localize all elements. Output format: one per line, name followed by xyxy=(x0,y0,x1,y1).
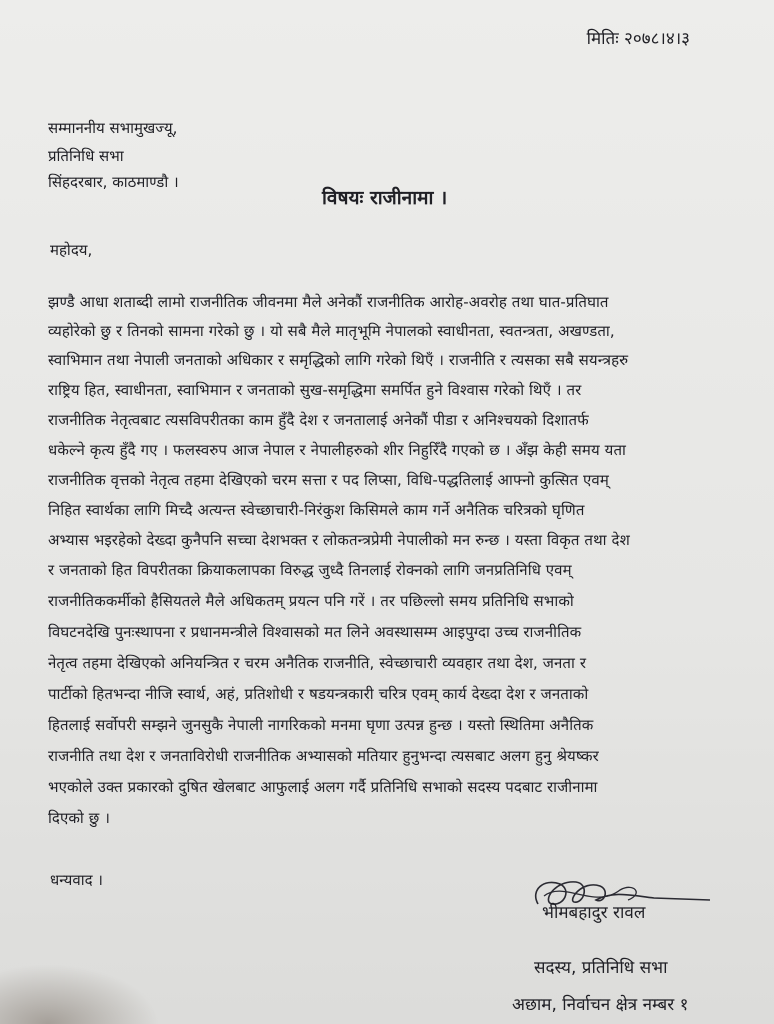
body-line: स्वाभिमान तथा नेपाली जनताको अधिकार र समृद्धिको लागि गरेको थिएँ । राजनीति र त्यसका सबै सयन्त्रहरु xyxy=(48,351,629,369)
body-line: हितलाई सर्वोपरी सम्झने जुनसुकै नेपाली नागरिकको मनमा घृणा उत्पन्न हुन्छ । यस्तो स्थितिमा अनैतिक xyxy=(48,716,594,734)
recipient-line-3: सिंहदरबार, काठमाण्डौ । xyxy=(48,173,179,191)
signatory-name: भीमबहादुर रावल xyxy=(542,903,646,923)
body-line: राष्ट्रिय हित, स्वाधीनता, स्वाभिमान र जनताको सुख-समृद्धिमा समर्पित हुने विश्वास गरेको थिएँ । तर xyxy=(48,381,582,399)
body-line: राजनीतिक नेतृत्वबाट त्यसविपरीतका काम हुँदै देश र जनतालाई अनेकौं पीडा र अनिश्चयको दिशातर्फ xyxy=(48,411,589,429)
body-line: विघटनदेखि पुनःस्थापना र प्रधानमन्त्रीले विश्वासको मत लिने अवस्थासम्म आइपुग्दा उच्च राजनीतिक xyxy=(48,623,582,641)
body-line: राजनीतिककर्मीको हैसियतले मैले अधिकतम् प्रयत्न पनि गरें । तर पछिल्लो समय प्रतिनिधि सभाको xyxy=(48,592,574,610)
signatory-role: सदस्य, प्रतिनिधि सभा xyxy=(534,958,668,978)
salutation: महोदय, xyxy=(50,241,93,259)
body-line: राजनीति तथा देश र जनताविरोधी राजनीतिक अभ्यासको मतियार हुनुभन्दा त्यसबाट अलग हुनु श्रेयष्कर xyxy=(48,747,599,765)
body-line: अभ्यास भइरहेको देख्दा कुनैपनि सच्चा देशभक्त र लोकतन्त्रप्रेमी नेपालीको मन रुन्छ । यस्ता विकृत तथा देश xyxy=(48,531,630,549)
body-line: र जनताको हित विपरीतका क्रियाकलापका विरुद्ध जुध्दै तिनलाई रोक्नको लागि जनप्रतिनिधि एवम् xyxy=(48,561,572,579)
body-line: दिएको छु । xyxy=(48,809,110,827)
signatory-constituency: अछाम, निर्वाचन क्षेत्र नम्बर १ xyxy=(512,995,689,1015)
body-line: व्यहोरेको छु र तिनको सामना गरेको छु । यो सबै मैले मातृभूमि नेपालको स्वाधीनता, स्वतन्त्रता, अखण्डता, xyxy=(48,322,615,340)
finger-shadow xyxy=(0,964,160,1024)
body-line: पार्टीको हितभन्दा नीजि स्वार्थ, अहं, प्रतिशोधी र षडयन्त्रकारी चरित्र एवम् कार्य देख्दा देश र जनताको xyxy=(48,685,589,703)
body-line: नेतृत्व तहमा देखिएको अनियन्त्रित र चरम अनैतिक राजनीति, स्वेच्छाचारी व्यवहार तथा देश, जनता र xyxy=(48,654,587,672)
body-line: भएकोले उक्त प्रकारको दुषित खेलबाट आफुलाई अलग गर्दै प्रतिनिधि सभाको सदस्य पदबाट राजीनामा xyxy=(48,778,598,796)
body-line: झण्डै आधा शताब्दी लामो राजनीतिक जीवनमा मैले अनेकौं राजनीतिक आरोह-अवरोह तथा घात-प्रतिघात xyxy=(48,293,609,311)
body-line: निहित स्वार्थका लागि मिच्दै अत्यन्त स्वेच्छाचारी-निरंकुश किसिमले काम गर्ने अनैतिक चरित्रको घृणित xyxy=(48,501,585,519)
recipient-line-2: प्रतिनिधि सभा xyxy=(48,147,124,165)
letter-subject: विषयः राजीनामा । xyxy=(322,187,448,209)
closing: धन्यवाद । xyxy=(50,871,103,889)
body-line: धकेल्ने कृत्य हुँदै गए । फलस्वरुप आज नेपाल र नेपालीहरुको शीर निहुरिँदै गएको छ । अँझ केही समय यता xyxy=(48,441,626,459)
letter-date: मितिः २०७८।४।३ xyxy=(586,29,690,49)
body-line: राजनीतिक वृत्तको नेतृत्व तहमा देखिएको चरम सत्ता र पद लिप्सा, विधि-पद्धतिलाई आफ्नो कुत्सित एवम् xyxy=(48,471,609,489)
recipient-line-1: सम्माननीय सभामुखज्यू, xyxy=(48,119,178,137)
